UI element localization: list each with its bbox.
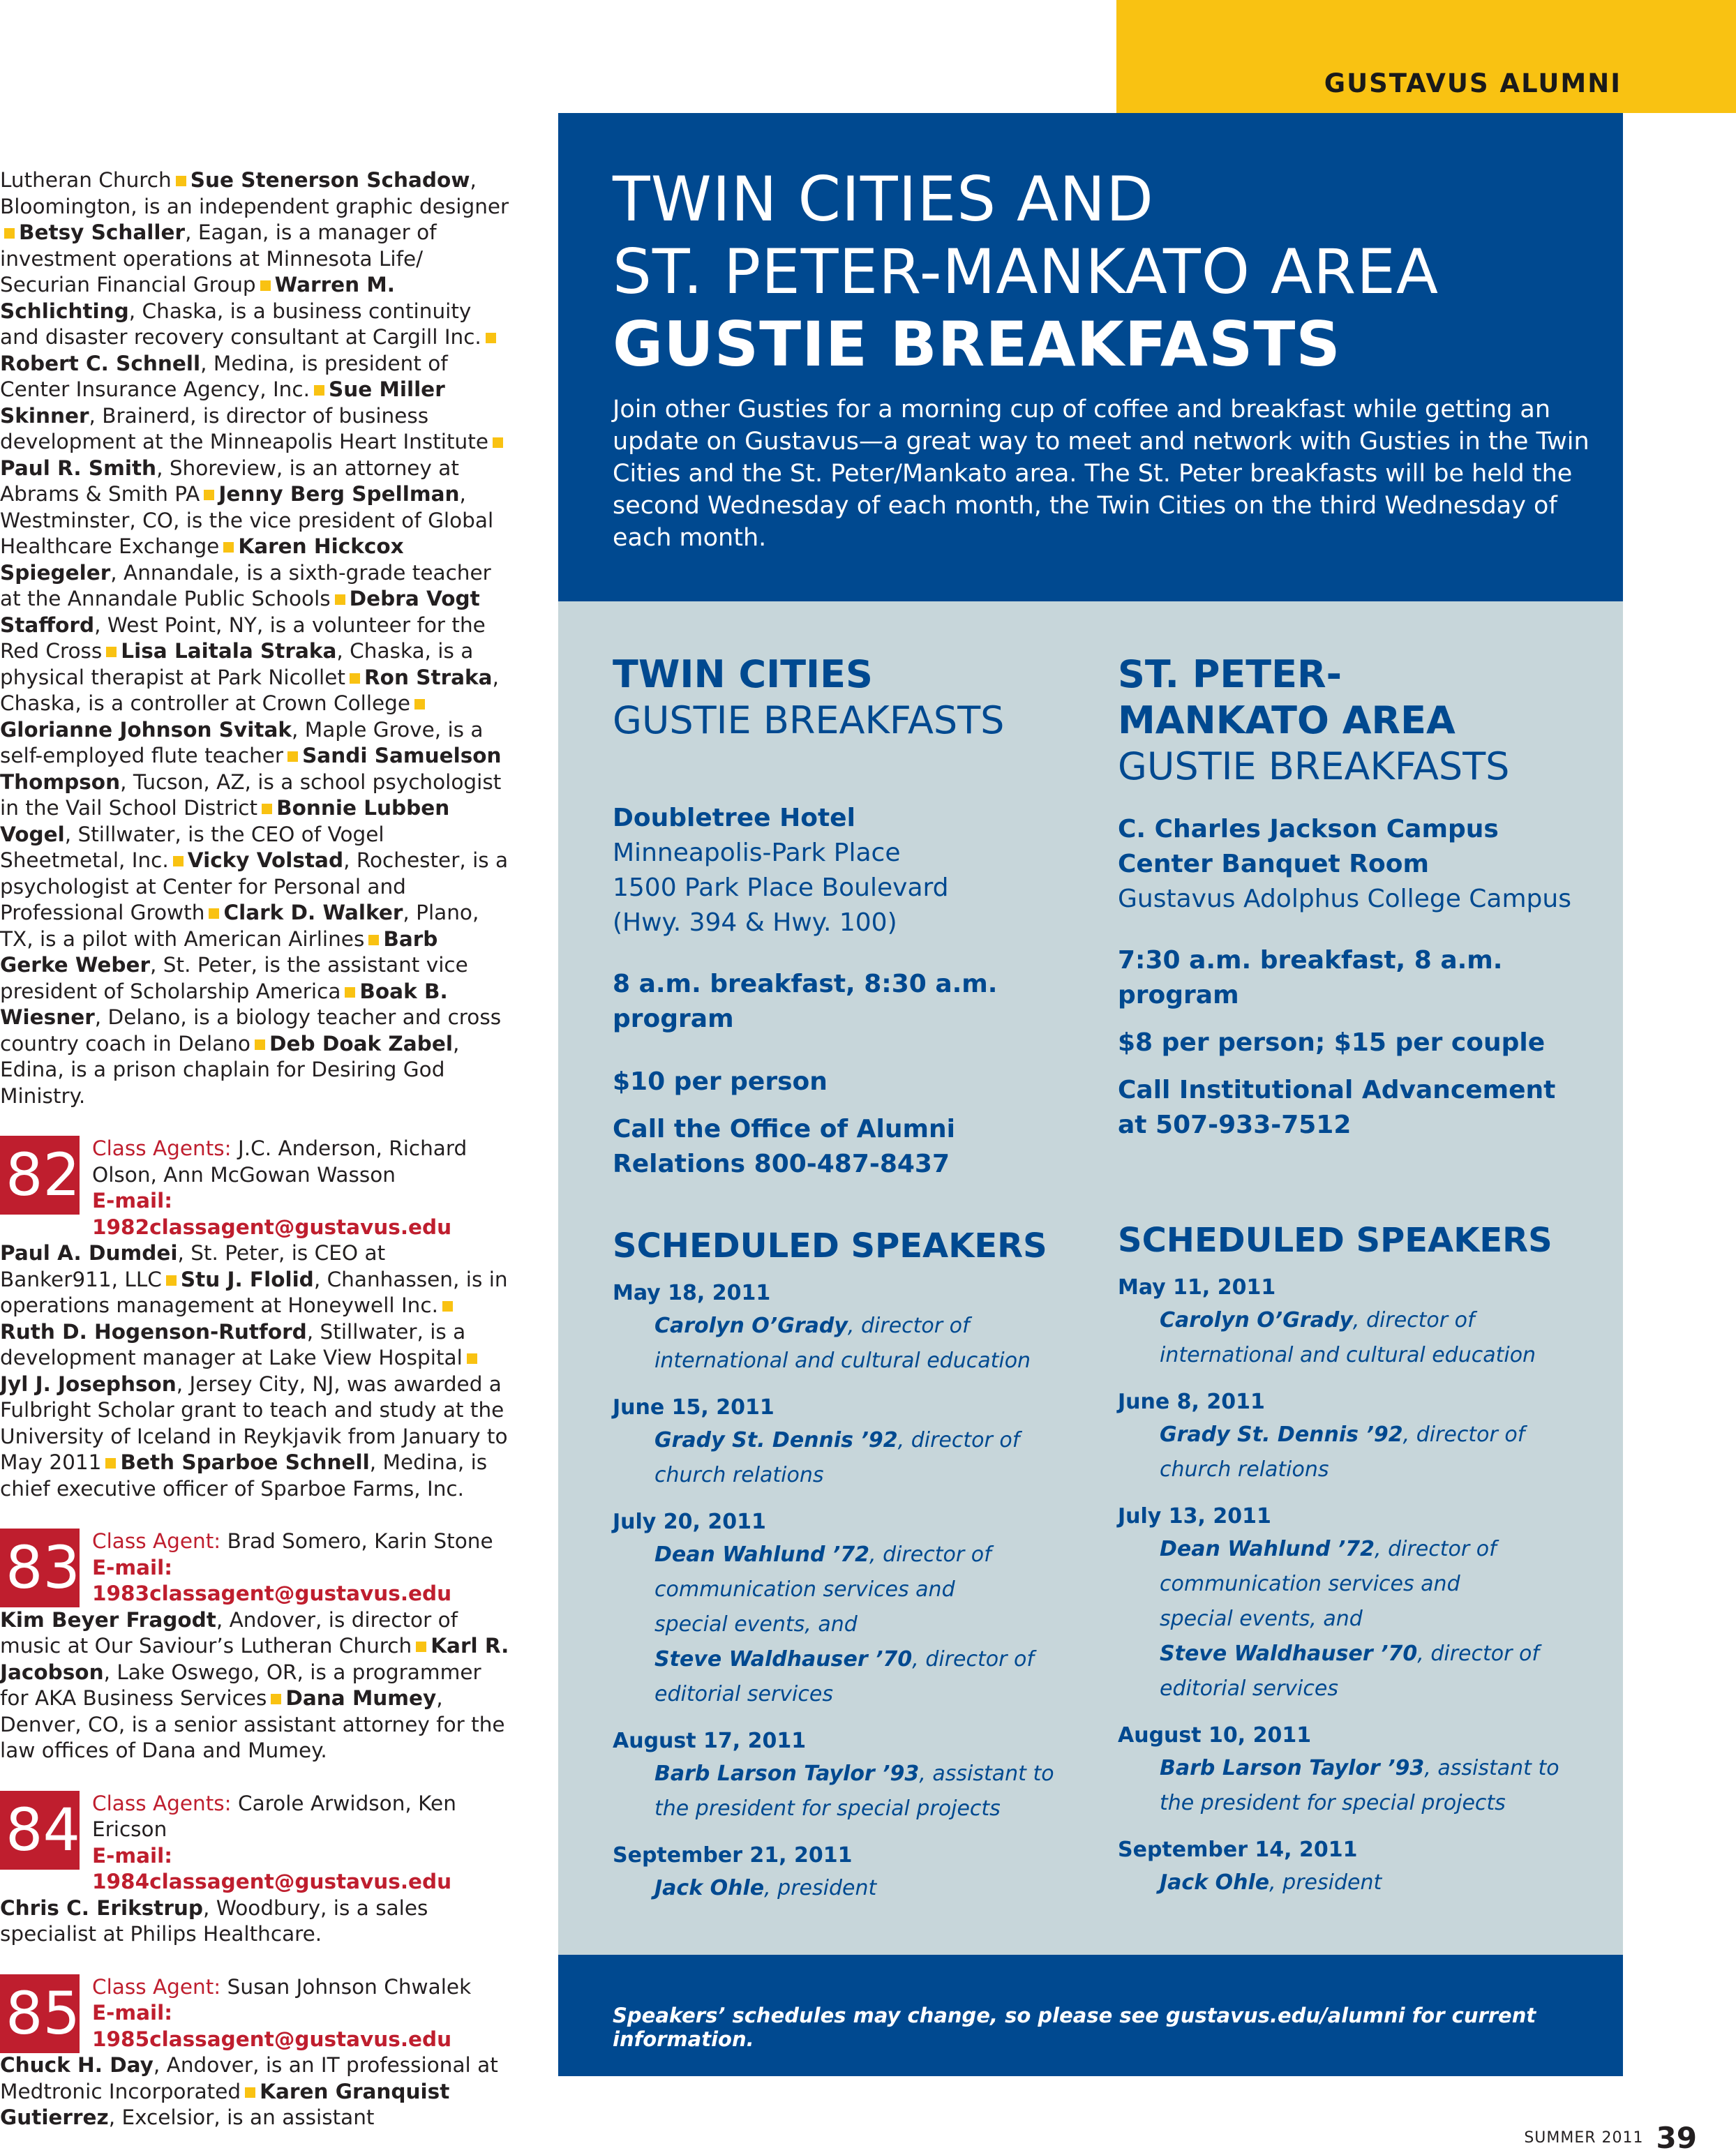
bullet-square-icon <box>260 280 271 291</box>
agent-label: Class Agents: <box>92 1136 232 1160</box>
speaker-date: May 18, 2011 <box>613 1281 771 1305</box>
alum-name: Debra Vogt Stafford <box>0 587 480 637</box>
class-notes-intro <box>0 167 509 1109</box>
stpeter-speakers-title: SCHEDULED SPEAKERS <box>1118 1221 1552 1260</box>
speaker-line <box>1118 1532 1606 1567</box>
class-agents <box>92 1136 509 1240</box>
stpeter-venue-line: Gustavus Adolphus College Campus <box>1118 885 1571 913</box>
note-text: , Andover, is director of music at Our Saviour’s Lutheran Church <box>0 1607 458 1658</box>
stpeter-venue-name: Center Banquet Room <box>1118 850 1429 878</box>
schedule-entry <box>1118 1387 1606 1487</box>
class-blocks <box>0 1136 509 2131</box>
feature-title-line1: TWIN CITIES AND <box>613 163 1154 235</box>
class-agents <box>92 1974 509 2053</box>
class-block <box>0 1529 509 1764</box>
alum-name: Jenny Berg Spellman <box>218 482 460 506</box>
class-agents <box>92 1529 509 1607</box>
agent-names: Brad Somero, Karin Stone <box>227 1529 493 1553</box>
class-agents <box>92 1791 509 1895</box>
speaker-line <box>1118 1303 1606 1338</box>
speaker-role-cont: communication services and <box>1160 1572 1460 1596</box>
speaker-name: Carolyn O’Grady <box>1160 1308 1353 1332</box>
note-text: , Edina, is a prison chaplain for Desiring God Ministry. <box>0 1031 460 1108</box>
agent-email: E-mail: 1984classagent@gustavus.edu <box>92 1843 452 1893</box>
speaker-role-cont: the president for special projects <box>1160 1791 1506 1815</box>
speaker-line <box>613 1423 1087 1458</box>
speaker-line <box>613 1309 1087 1344</box>
speaker-name: Dean Wahlund ’72 <box>1160 1537 1375 1561</box>
note-text: , St. Peter, is the assistant vice president of Scholarship America <box>0 953 468 1003</box>
note-text: , Delano, is a biology teacher and cross country coach in Delano <box>0 1005 502 1056</box>
agent-names: Carole Arwidson, Ken Ericson <box>92 1791 456 1841</box>
class-block <box>0 1136 509 1502</box>
schedule-entry <box>613 1392 1087 1493</box>
section-label: GUSTAVUS ALUMNI <box>1324 68 1622 98</box>
stpeter-price: $8 per person; $15 per couple <box>1118 1028 1546 1057</box>
alum-name: Sue Stenerson Schadow <box>190 168 470 192</box>
speaker-name: Jack Ohle <box>1160 1870 1270 1895</box>
alum-name: Paul A. Dumdei <box>0 1241 178 1265</box>
bullet-square-icon <box>345 987 355 998</box>
alum-name: Barb Gerke Weber <box>0 926 438 977</box>
bullet-square-icon <box>223 542 234 553</box>
bullet-square-icon <box>493 437 503 448</box>
alum-name: Lisa Laitala Straka <box>121 639 337 663</box>
speaker-role-cont: international and cultural education <box>654 1349 1031 1373</box>
bullet-square-icon <box>414 699 425 709</box>
speaker-role: , director of <box>847 1314 970 1338</box>
alum-name: Kim Beyer Fragodt <box>0 1607 216 1632</box>
agent-label: Class Agents: <box>92 1791 232 1815</box>
class-block <box>0 1974 509 2131</box>
class-notes <box>0 1240 509 1502</box>
class-notes <box>0 1895 509 1948</box>
speaker-role-cont: church relations <box>1160 1457 1329 1482</box>
class-year-badge: 84 <box>0 1791 80 1870</box>
note-text: , Bloomington, is an independent graphic designer <box>0 168 509 218</box>
alum-name: Karen Granquist Gutierrez <box>0 2079 450 2129</box>
speaker-name: Grady St. Dennis ’92 <box>654 1428 898 1452</box>
bullet-square-icon <box>106 647 117 657</box>
feature-title <box>613 163 1439 381</box>
schedule-entry <box>1118 1835 1606 1900</box>
bullet-square-icon <box>204 490 214 500</box>
note-text: , Andover, is an IT professional at Medtronic Incorporated <box>0 2053 498 2103</box>
bullet-square-icon <box>271 1694 281 1704</box>
agent-email: E-mail: 1985classagent@gustavus.edu <box>92 2001 452 2051</box>
schedule-entry <box>1118 1272 1606 1373</box>
twin-venue-line: Minneapolis-Park Place <box>613 839 901 867</box>
alum-name: Ruth D. Hogenson-Rutford <box>0 1319 307 1344</box>
speaker-line <box>613 1757 1087 1792</box>
alum-name: Chris C. Erikstrup <box>0 1895 204 1920</box>
note-text: , Jersey City, NJ, was awarded a Fulbright Scholar grant to teach and study at the University of Iceland in Reykjavik from January to May 2011 <box>0 1372 508 1474</box>
note-text: , St. Peter, is CEO at Banker911, LLC <box>0 1241 386 1291</box>
speaker-date: July 20, 2011 <box>613 1510 766 1534</box>
alum-name: Robert C. Schnell <box>0 351 201 375</box>
note-text: , Brainerd, is director of business development at the Minneapolis Heart Institute <box>0 403 488 453</box>
bullet-square-icon <box>105 1458 116 1469</box>
speaker-role: , director of <box>869 1542 992 1567</box>
speaker-role-cont: special events, and <box>654 1612 858 1637</box>
alum-name: Sue Miller Skinner <box>0 377 445 428</box>
stpeter-title-bold: MANKATO AREA <box>1118 698 1456 742</box>
alum-name: Deb Doak Zabel <box>269 1031 453 1056</box>
note-text: , Lake Oswego, OR, is a programmer for AKA Business Services <box>0 1660 481 1710</box>
bullet-square-icon <box>416 1642 426 1652</box>
footnote-panel <box>558 1955 1623 2076</box>
twin-venue-name: Doubletree Hotel <box>613 804 855 832</box>
note-text: , Chaska, is a controller at Crown College <box>0 665 499 715</box>
note-text: , Excelsior, is an assistant <box>108 2105 375 2129</box>
speaker-role-cont: communication services and <box>654 1577 955 1602</box>
note-text: , Eagan, is a manager of investment operations at Minnesota Life/ Securian Financial Group <box>0 220 437 296</box>
alum-name: Glorianne Johnson Svitak <box>0 717 292 742</box>
feature-header-panel <box>558 113 1623 601</box>
note-text: , Westminster, CO, is the vice president of Global Healthcare Exchange <box>0 482 494 558</box>
class-notes <box>0 2052 509 2131</box>
speaker-role: , president <box>764 1876 877 1900</box>
stpeter-call-line1: Call Institutional Advancement <box>1118 1076 1556 1104</box>
alum-name: Clark D. Walker <box>223 901 403 924</box>
bullet-square-icon <box>368 935 379 945</box>
speaker-line <box>613 1871 1087 1906</box>
speaker-date: June 8, 2011 <box>1118 1390 1265 1414</box>
note-text: , Maple Grove, is a self-employed flute teacher <box>0 717 484 767</box>
agent-names: Susan Johnson Chwalek <box>227 1974 472 1999</box>
speaker-role: , director of <box>1352 1308 1475 1332</box>
speaker-role-cont: international and cultural education <box>1160 1343 1536 1367</box>
speaker-role-cont: editorial services <box>1160 1676 1338 1701</box>
speaker-name: Steve Waldhauser ’70 <box>654 1647 913 1672</box>
agent-label: Class Agent: <box>92 1974 221 1999</box>
speaker-line <box>613 1642 1087 1677</box>
stpeter-venue-name: C. Charles Jackson Campus <box>1118 815 1499 843</box>
alum-name: Vicky Volstad <box>187 848 344 872</box>
note-text: , Woodbury, is a sales specialist at Philips Healthcare. <box>0 1895 428 1946</box>
alum-name: Karen Hickcox Spiegeler <box>0 534 404 585</box>
bullet-square-icon <box>4 228 15 239</box>
alum-name: Paul R. Smith <box>0 456 157 480</box>
speaker-role: , director of <box>1402 1422 1525 1447</box>
class-notes-column <box>0 167 509 2131</box>
class-block <box>0 1791 509 1948</box>
twin-cities-column <box>613 652 1087 1920</box>
speaker-line <box>1118 1865 1606 1900</box>
schedule-entry <box>1118 1501 1606 1706</box>
speaker-role: , director of <box>912 1647 1034 1672</box>
page-number: 39 <box>1656 2121 1697 2155</box>
bullet-square-icon <box>335 594 345 605</box>
feature-intro: Join other Gusties for a morning cup of coffee and breakfast while getting an update on Gustavus—a great way to meet and network with Gusties in the Twin Cities and the St. Peter/Mankato area. The St. Peter breakfasts will be held the second Wednesday of each month, the Twin Cities on the third Wednesday of each month. <box>613 396 1589 552</box>
agent-email: E-mail: 1983classagent@gustavus.edu <box>92 1555 452 1605</box>
speaker-name: Barb Larson Taylor ’93 <box>654 1762 920 1786</box>
speaker-role: , director of <box>1417 1642 1539 1666</box>
alum-name: Jyl J. Josephson <box>0 1372 177 1396</box>
speaker-date: September 21, 2011 <box>613 1843 853 1868</box>
note-text: , Shoreview, is an attorney at Abrams & Smith PA <box>0 456 459 506</box>
twin-title-bold: TWIN CITIES <box>613 652 873 696</box>
schedule-entry <box>613 1507 1087 1712</box>
bullet-square-icon <box>287 751 298 762</box>
note-text: , West Point, NY, is a volunteer for the Red Cross <box>0 613 486 663</box>
speaker-name: Barb Larson Taylor ’93 <box>1160 1756 1425 1780</box>
speaker-name: Dean Wahlund ’72 <box>654 1542 870 1567</box>
note-text: , Stillwater, is a development manager at Lake View Hospital <box>0 1319 466 1369</box>
speaker-date: June 15, 2011 <box>613 1395 775 1420</box>
note-text: , Annandale, is a sixth-grade teacher at the Annandale Public Schools <box>0 560 491 610</box>
speaker-line <box>1118 1637 1606 1672</box>
bullet-square-icon <box>314 385 324 396</box>
schedule-entry <box>1118 1720 1606 1821</box>
twin-time: 8 a.m. breakfast, 8:30 a.m. program <box>613 970 998 1033</box>
agent-names: J.C. Anderson, Richard Olson, Ann McGowan Wasson <box>92 1136 467 1187</box>
speaker-name: Steve Waldhauser ’70 <box>1160 1642 1418 1666</box>
bullet-square-icon <box>176 176 186 186</box>
twin-price: $10 per person <box>613 1067 828 1096</box>
twin-title-light: GUSTIE BREAKFASTS <box>613 698 1005 742</box>
bullet-square-icon <box>209 908 219 919</box>
twin-call-line1: Call the Office of Alumni <box>613 1115 955 1143</box>
speaker-date: August 17, 2011 <box>613 1729 807 1753</box>
alum-name: Sandi Samuelson Thompson <box>0 744 502 794</box>
speaker-role-cont: special events, and <box>1160 1607 1363 1631</box>
bullet-square-icon <box>166 1275 177 1286</box>
class-year-badge: 82 <box>0 1136 80 1215</box>
schedule-entry <box>613 1726 1087 1826</box>
speaker-date: August 10, 2011 <box>1118 1723 1312 1748</box>
alum-name: Bonnie Lubben Vogel <box>0 796 450 846</box>
speaker-role-cont: editorial services <box>654 1682 833 1706</box>
note-text: , Medina, is president of Center Insurance Agency, Inc. <box>0 351 448 401</box>
stpeter-schedule <box>1118 1272 1606 1900</box>
bullet-square-icon <box>262 804 272 814</box>
bullet-square-icon <box>486 333 496 343</box>
bullet-square-icon <box>245 2087 255 2098</box>
stpeter-title-bold: ST. PETER- <box>1118 652 1342 696</box>
speaker-line <box>1118 1751 1606 1786</box>
schedule-entry <box>613 1840 1087 1906</box>
speaker-role-cont: church relations <box>654 1463 824 1487</box>
bullet-square-icon <box>467 1353 477 1364</box>
alum-name: Dana Mumey <box>285 1686 437 1710</box>
agent-email: E-mail: 1982classagent@gustavus.edu <box>92 1189 452 1239</box>
class-year-badge: 83 <box>0 1529 80 1607</box>
speaker-line <box>1118 1418 1606 1452</box>
speaker-date: September 14, 2011 <box>1118 1838 1358 1862</box>
stpeter-call-line2: at 507-933-7512 <box>1118 1111 1352 1139</box>
alum-name: Warren M. Schlichting <box>0 273 395 323</box>
speaker-role: , assistant to <box>919 1762 1054 1786</box>
speaker-role-cont: the president for special projects <box>654 1796 1001 1821</box>
stpeter-title-light: GUSTIE BREAKFASTS <box>1118 744 1510 788</box>
agent-label: Class Agent: <box>92 1529 221 1553</box>
class-notes <box>0 1607 509 1764</box>
note-text: , Stillwater, is the CEO of Vogel Sheetmetal, Inc. <box>0 822 384 872</box>
alum-name: Boak B. Wiesner <box>0 979 448 1029</box>
note-text: , Medina, is chief executive officer of Sparboe Farms, Inc. <box>0 1450 488 1501</box>
breakfast-details-panel <box>558 601 1623 1955</box>
alum-name: Beth Sparboe Schnell <box>120 1450 370 1474</box>
st-peter-column <box>1118 652 1606 1914</box>
speaker-role: , president <box>1269 1870 1382 1895</box>
note-text: Lutheran Church <box>0 168 172 192</box>
twin-call-line2: Relations 800-487-8437 <box>613 1150 950 1178</box>
bullet-square-icon <box>350 673 360 684</box>
feature-title-line3: GUSTIE BREAKFASTS <box>613 308 1341 380</box>
speaker-date: May 11, 2011 <box>1118 1275 1276 1300</box>
bullet-square-icon <box>255 1039 265 1050</box>
stpeter-time: 7:30 a.m. breakfast, 8 a.m. program <box>1118 946 1503 1009</box>
note-text: , Rochester, is a psychologist at Center for Personal and Professional Growth <box>0 848 509 924</box>
bullet-square-icon <box>173 856 184 866</box>
alum-name: Karl R. Jacobson <box>0 1634 509 1684</box>
alum-name: Ron Straka <box>364 665 493 689</box>
note-text: , Chanhassen, is in operations management at Honeywell Inc. <box>0 1267 508 1317</box>
note-text: , Tucson, AZ, is a school psychologist in the Vail School District <box>0 769 502 820</box>
twin-venue-line: (Hwy. 394 & Hwy. 100) <box>613 908 897 937</box>
note-text: , Chaska, is a business continuity and disaster recovery consultant at Cargill Inc. <box>0 299 481 349</box>
speaker-line <box>613 1538 1087 1572</box>
issue-label: SUMMER 2011 <box>1524 2129 1644 2147</box>
alum-name: Chuck H. Day <box>0 2053 154 2077</box>
alum-name: Stu J. Flolid <box>180 1267 314 1291</box>
twin-speakers-title: SCHEDULED SPEAKERS <box>613 1226 1047 1266</box>
alum-name: Betsy Schaller <box>19 220 186 244</box>
speaker-role: , director of <box>1375 1537 1497 1561</box>
feature-title-line2: ST. PETER-MANKATO AREA <box>613 236 1439 308</box>
note-text: , Denver, CO, is a senior assistant attorney for the law offices of Dana and Mumey. <box>0 1686 505 1762</box>
footnote: Speakers’ schedules may change, so please see gustavus.edu/alumni for current information. <box>613 2004 1536 2051</box>
page-footer <box>1524 2121 1697 2155</box>
speaker-name: Jack Ohle <box>654 1876 765 1900</box>
twin-venue-line: 1500 Park Place Boulevard <box>613 873 949 902</box>
bullet-square-icon <box>442 1301 453 1312</box>
twin-schedule <box>613 1278 1087 1906</box>
speaker-role: , director of <box>897 1428 1020 1452</box>
note-text: , Chaska, is a physical therapist at Park Nicollet <box>0 639 474 689</box>
class-year-badge: 85 <box>0 1974 80 2053</box>
speaker-date: July 13, 2011 <box>1118 1504 1271 1529</box>
schedule-entry <box>613 1278 1087 1379</box>
speaker-role: , assistant to <box>1424 1756 1559 1780</box>
speaker-name: Carolyn O’Grady <box>654 1314 848 1338</box>
note-text: , Plano, TX, is a pilot with American Airlines <box>0 901 479 951</box>
speaker-name: Grady St. Dennis ’92 <box>1160 1422 1403 1447</box>
